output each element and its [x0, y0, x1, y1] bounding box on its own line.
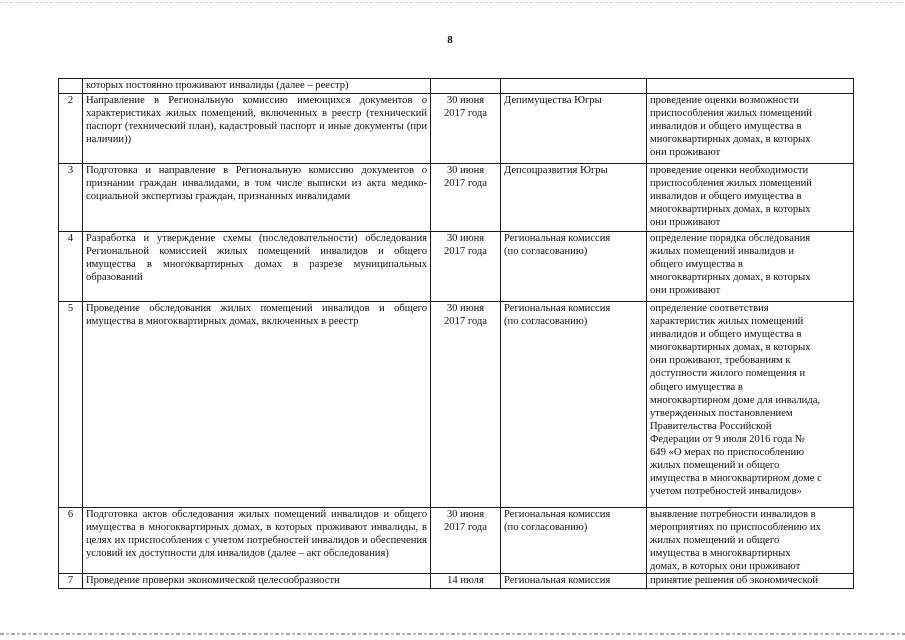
table-row [59, 574, 854, 589]
result-line: инвалидов и общего имущества в [650, 121, 802, 133]
cell-result [647, 79, 854, 94]
result-line: выявление потребности инвалидов в [650, 509, 816, 520]
result-line: многоквартирных домах, в которых [650, 204, 811, 216]
responsible-line: Депимущества Югры [504, 95, 602, 106]
result-line: утвержденных постановлением [650, 407, 793, 419]
result-line: они проживают [650, 285, 721, 297]
result-line: характеристик жилых помещений [650, 316, 804, 328]
result-line: имущества в многоквартирном доме с [650, 473, 822, 485]
cell-action: которых постоянно проживают инвалиды (далее – реестр) [83, 79, 431, 94]
result-line: Правительства Российской [650, 420, 772, 432]
date-line: 2017 года [443, 246, 487, 258]
table-row-continuation [59, 79, 854, 94]
result-line: проведение оценки необходимости [650, 165, 809, 176]
date-line: 2017 года [443, 316, 487, 328]
date-line: 2017 года [443, 522, 487, 534]
cell-result [647, 164, 854, 232]
table-row [59, 508, 854, 574]
cell-action: Подготовка актов обследования жилых помещений инвалидов и общего имущества в многоквартирных домах, в которых проживают инвалиды, в целях их приспособления с учетом потребностей инвалидов и обеспечения условий их доступности для инвалидов (далее – акт обследования) [83, 508, 431, 574]
cell-responsible [501, 94, 647, 164]
result-line: мероприятиях по приспособлению их [650, 522, 821, 534]
cell-responsible [501, 508, 647, 574]
cell-action: Проведение проверки экономической целесообразности [83, 574, 431, 589]
table-row [59, 302, 854, 508]
result-line: 649 «О мерах по приспособлению [650, 447, 805, 459]
result-line: они проживают [650, 217, 721, 229]
result-line: инвалидов и общего имущества в [650, 329, 802, 341]
responsible-line: (по согласованию) [504, 246, 588, 258]
result-line: имущества в многоквартирных [650, 548, 791, 560]
result-line: они проживают [650, 147, 721, 159]
result-line: жилых помещений и общего [650, 535, 780, 547]
result-line: Федерации от 9 июля 2016 года № [650, 433, 805, 445]
result-line: жилых помещений и общего [650, 460, 780, 472]
action-plan-table [58, 78, 854, 589]
result-line: определение порядка обследования [650, 233, 811, 244]
cell-number: 7 [59, 574, 83, 589]
cell-date [431, 574, 501, 589]
result-line: они проживают, требованиям к [650, 355, 791, 367]
page-number: 8 [447, 34, 453, 46]
result-line: доступности жилого помещения и [650, 368, 806, 380]
cell-result [647, 302, 854, 508]
cell-number: 4 [59, 232, 83, 302]
cell-number [59, 79, 83, 94]
result-line: проведение оценки возможности [650, 95, 799, 106]
table-row [59, 94, 854, 164]
cell-responsible [501, 232, 647, 302]
result-line: принятие решения об экономической [650, 575, 819, 587]
table-row [59, 164, 854, 232]
result-line: многоквартирных домах, в которых [650, 342, 811, 354]
cell-action: Проведение обследования жилых помещений инвалидов и общего имущества в многоквартирных домах, включенных в реестр [83, 302, 431, 508]
date-line: 30 июня [446, 233, 485, 244]
table-row [59, 232, 854, 302]
responsible-line: Депсоцразвития Югры [504, 165, 608, 176]
cell-date [431, 94, 501, 164]
date-line: 14 июля [447, 575, 484, 587]
cell-responsible [501, 574, 647, 589]
date-line: 30 июня [446, 303, 485, 314]
result-line: общего имущества в [650, 381, 743, 393]
cell-responsible [501, 79, 647, 94]
result-line: многоквартирном доме для инвалида, [650, 394, 821, 406]
cell-date [431, 232, 501, 302]
cell-action: Направление в Региональную комиссию имеющихся документов о характеристиках жилых помещений, включенных в реестр (технический паспорт (технический план), кадастровый паспорт и иные документы (при наличии)) [83, 94, 431, 164]
result-line: жилых помещений инвалидов и [650, 246, 794, 258]
result-line: многоквартирных домах, в которых [650, 134, 811, 146]
result-line: приспособления жилых помещений [650, 108, 812, 120]
result-line: инвалидов и общего имущества в [650, 191, 802, 203]
scan-edge-bottom [0, 633, 905, 635]
result-line: домах, в которых они проживают [650, 561, 801, 573]
responsible-line: Региональная комиссия [504, 575, 611, 587]
responsible-line: (по согласованию) [504, 522, 588, 534]
cell-number: 3 [59, 164, 83, 232]
responsible-line: Региональная комиссия [504, 509, 611, 520]
cell-date [431, 302, 501, 508]
date-line: 2017 года [443, 178, 487, 190]
cell-number: 6 [59, 508, 83, 574]
cell-date [431, 164, 501, 232]
cell-responsible [501, 302, 647, 508]
date-line: 30 июня [446, 509, 485, 520]
result-line: учетом потребностей инвалидов» [650, 486, 802, 498]
result-line: приспособления жилых помещений [650, 178, 812, 190]
cell-date [431, 508, 501, 574]
cell-responsible [501, 164, 647, 232]
cell-result [647, 232, 854, 302]
cell-number: 5 [59, 302, 83, 508]
responsible-line: Региональная комиссия [504, 233, 611, 244]
cell-number: 2 [59, 94, 83, 164]
responsible-line: (по согласованию) [504, 316, 588, 328]
cell-result [647, 94, 854, 164]
cell-date [431, 79, 501, 94]
date-line: 30 июня [446, 95, 485, 106]
cell-action: Разработка и утверждение схемы (последовательности) обследования Региональной комиссией жилых помещений инвалидов и общего имущества в многоквартирных домах в разрезе муниципальных образований [83, 232, 431, 302]
result-line: определение соответствия [650, 303, 769, 314]
date-line: 30 июня [446, 165, 485, 176]
result-line: многоквартирных домах, в которых [650, 272, 811, 284]
cell-result [647, 508, 854, 574]
cell-action: Подготовка и направление в Региональную комиссию документов о признании граждан инвалидами, в том числе выписки из акта медико-социальной экспертизы граждан, признанных инвалидами [83, 164, 431, 232]
date-line: 2017 года [443, 108, 487, 120]
responsible-line: Региональная комиссия [504, 303, 611, 314]
scan-edge-top [0, 2, 905, 3]
cell-result [647, 574, 854, 589]
result-line: общего имущества в [650, 259, 743, 271]
